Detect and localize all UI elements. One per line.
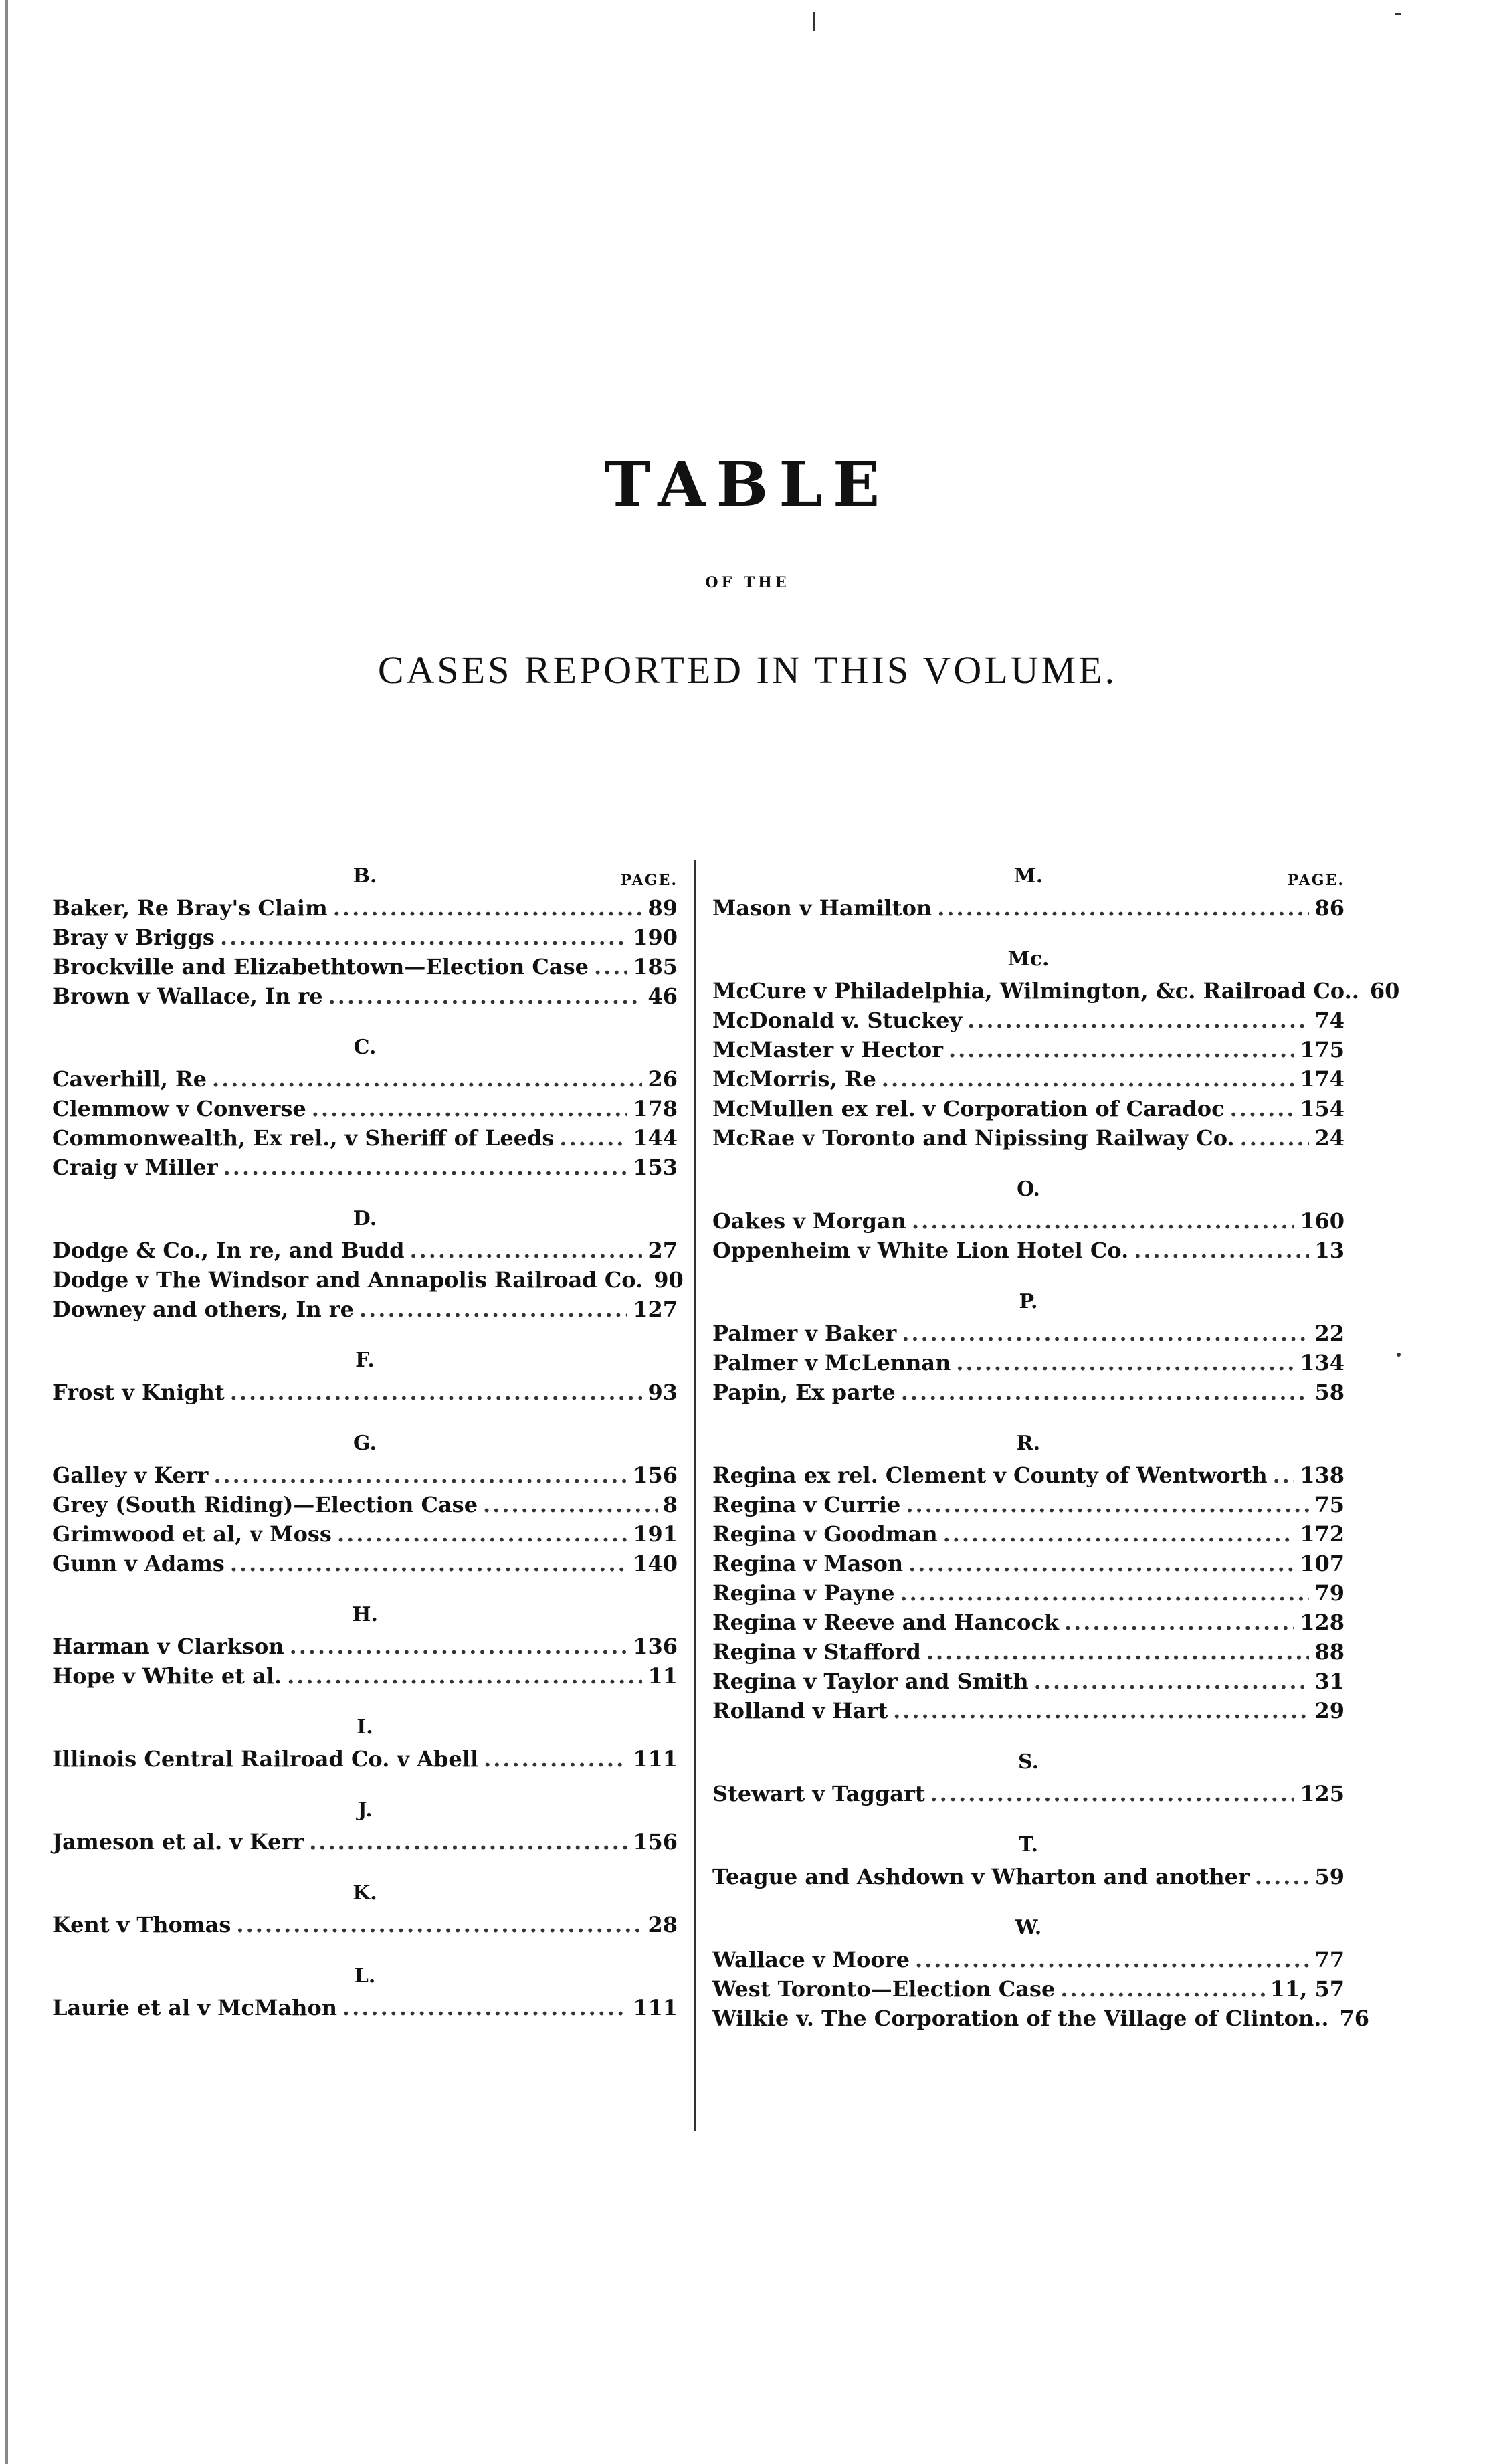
index-section — [52, 1794, 678, 1857]
index-section — [52, 1202, 684, 1324]
case-name: Grey (South Riding)—Election Case — [52, 1492, 478, 1517]
case-name: Regina v Currie — [712, 1492, 901, 1517]
case-name: Brown v Wallace, In re — [52, 983, 323, 1009]
page-number: 90 — [654, 1267, 684, 1293]
case-entry — [712, 1519, 1344, 1549]
case-name: Bray v Briggs — [52, 925, 215, 950]
case-name: Palmer v Baker — [712, 1321, 897, 1346]
leader-dots — [594, 952, 627, 981]
leader-dots — [956, 1348, 1294, 1378]
section-letter: F. — [355, 1349, 375, 1372]
case-entry — [52, 1519, 678, 1549]
case-name: Regina v Mason — [712, 1551, 904, 1576]
index-section — [52, 1711, 678, 1774]
leader-dots — [943, 1519, 1295, 1549]
index-section — [712, 1911, 1370, 2033]
case-name: McRae v Toronto and Nipissing Railway Co. — [712, 1125, 1235, 1151]
page-number: 140 — [633, 1551, 678, 1576]
case-name: Wilkie v. The Corporation of the Village of Clinton.. — [712, 2006, 1329, 2031]
page-number: 75 — [1314, 1492, 1344, 1517]
leader-dots — [967, 1006, 1309, 1035]
page-number: 191 — [633, 1521, 678, 1547]
case-entry — [712, 1667, 1344, 1696]
case-entry — [712, 2004, 1370, 2033]
section-letter: O. — [1017, 1177, 1040, 1201]
case-entry — [52, 1632, 678, 1661]
case-name: Dodge v The Windsor and Annapolis Railroad Co. — [52, 1267, 643, 1293]
leader-dots — [1230, 1094, 1295, 1123]
section-letter: P. — [1019, 1290, 1038, 1313]
page-number: 59 — [1314, 1864, 1344, 1889]
leader-dots — [902, 1319, 1309, 1348]
leader-dots — [287, 1661, 642, 1691]
case-entry — [52, 1094, 678, 1123]
section-letter: B. — [353, 864, 377, 888]
case-entry — [712, 1319, 1344, 1348]
case-name: Laurie et al v McMahon — [52, 1995, 337, 2020]
case-name: Stewart v Taggart — [712, 1781, 925, 1806]
case-name: McCure v Philadelphia, Wilmington, &c. Railroad Co.. — [712, 978, 1359, 1004]
case-name: Gunn v Adams — [52, 1551, 225, 1576]
index-section — [52, 1427, 678, 1578]
page-number: 77 — [1314, 1947, 1344, 1972]
page-edge — [5, 0, 8, 2464]
left-column-header — [52, 860, 678, 890]
page-number: 128 — [1300, 1610, 1344, 1635]
case-name: Downey and others, In re — [52, 1297, 355, 1322]
section-letter: H. — [352, 1603, 378, 1626]
case-entry — [712, 1378, 1344, 1407]
leader-dots — [900, 1578, 1310, 1608]
leader-dots — [915, 1945, 1309, 1974]
leader-dots — [359, 1295, 627, 1324]
case-entry — [52, 1295, 678, 1324]
section-letter: K. — [353, 1881, 377, 1905]
case-entry — [712, 1094, 1344, 1123]
page-number: 107 — [1300, 1551, 1344, 1576]
case-entry — [712, 1578, 1344, 1608]
case-entry — [712, 1123, 1344, 1153]
page-column-label: PAGE. — [1287, 872, 1344, 889]
page-number: 154 — [1300, 1096, 1344, 1121]
leader-dots — [1034, 1667, 1310, 1696]
section-letter: Mc. — [1007, 947, 1050, 971]
leader-dots — [1240, 1123, 1310, 1153]
page-number: 24 — [1314, 1125, 1344, 1151]
leader-dots — [1255, 1862, 1310, 1891]
leader-dots — [882, 1064, 1294, 1094]
page-number: 76 — [1339, 2006, 1370, 2031]
case-name: Illinois Central Railroad Co. v Abell — [52, 1746, 479, 1772]
case-entry — [712, 1945, 1344, 1974]
case-name: Craig v Miller — [52, 1155, 218, 1180]
leader-dots — [1064, 1608, 1294, 1637]
case-name: Caverhill, Re — [52, 1066, 207, 1092]
leader-dots — [930, 1779, 1295, 1808]
page-number: 74 — [1314, 1008, 1344, 1033]
section-letter: J. — [357, 1798, 373, 1822]
page-number: 46 — [647, 983, 678, 1009]
case-name: Jameson et al. v Kerr — [52, 1829, 304, 1855]
case-entry — [52, 1460, 678, 1490]
leader-dots — [220, 923, 627, 952]
case-entry — [712, 1490, 1344, 1519]
case-name: Dodge & Co., In re, and Budd — [52, 1238, 405, 1263]
section-letter: W. — [1015, 1916, 1042, 1939]
leader-dots — [223, 1153, 628, 1182]
page-number: 8 — [662, 1492, 678, 1517]
page-number: 174 — [1300, 1066, 1344, 1092]
case-name: Mason v Hamilton — [712, 895, 932, 921]
page-number: 175 — [1300, 1037, 1344, 1062]
section-letter: L. — [354, 1964, 376, 1988]
page-number: 60 — [1369, 978, 1400, 1004]
case-name: Grimwood et al, v Moss — [52, 1521, 332, 1547]
index-section — [52, 1960, 678, 2022]
page-number: 136 — [633, 1634, 678, 1659]
case-name: Kent v Thomas — [52, 1912, 231, 1937]
page-number: 127 — [633, 1297, 678, 1322]
page-number: 31 — [1314, 1669, 1344, 1694]
scan-mark — [1395, 13, 1401, 15]
case-entry — [52, 1744, 678, 1774]
leader-dots — [949, 1035, 1294, 1064]
case-entry — [52, 1265, 684, 1295]
leader-dots — [484, 1744, 627, 1774]
case-name: Wallace v Moore — [712, 1947, 910, 1972]
leader-dots — [912, 1206, 1294, 1236]
page-column-label: PAGE. — [620, 872, 678, 889]
case-entry — [712, 1696, 1344, 1725]
leader-dots — [1134, 1236, 1309, 1265]
case-name: Baker, Re Bray's Claim — [52, 895, 328, 921]
leader-dots — [908, 1549, 1294, 1578]
page-number: 93 — [647, 1380, 678, 1405]
page-number: 160 — [1300, 1208, 1344, 1234]
page-number: 134 — [1300, 1350, 1344, 1376]
page-number: 153 — [633, 1155, 678, 1180]
page-number: 79 — [1314, 1580, 1344, 1606]
case-entry — [712, 893, 1344, 923]
leader-dots — [937, 893, 1309, 923]
case-entry — [712, 1974, 1344, 2004]
case-name: Regina v Reeve and Hancock — [712, 1610, 1059, 1635]
page-number: 58 — [1314, 1380, 1344, 1405]
page-number: 111 — [633, 1746, 678, 1772]
section-letter: S. — [1017, 1750, 1039, 1774]
page-number: 28 — [647, 1912, 678, 1937]
case-entry — [52, 1993, 678, 2022]
case-name: Frost v Knight — [52, 1380, 225, 1405]
case-name: Brockville and Elizabethtown—Election Case — [52, 954, 589, 979]
leader-dots — [290, 1632, 628, 1661]
section-letter: G. — [353, 1432, 377, 1455]
case-name: Harman v Clarkson — [52, 1634, 284, 1659]
section-letter: R. — [1016, 1432, 1041, 1455]
case-entry — [52, 1064, 678, 1094]
scan-mark — [813, 12, 815, 31]
leader-dots — [328, 981, 643, 1011]
case-entry — [52, 1549, 678, 1578]
case-entry — [712, 1549, 1344, 1578]
case-entry — [712, 1236, 1344, 1265]
leader-dots — [312, 1094, 627, 1123]
case-entry — [712, 1006, 1344, 1035]
scan-mark — [1397, 1353, 1401, 1357]
case-entry — [52, 1153, 678, 1182]
leader-dots — [333, 893, 643, 923]
page-number: 156 — [633, 1462, 678, 1488]
section-letter: D. — [353, 1207, 377, 1230]
page-number: 138 — [1300, 1462, 1344, 1488]
leader-dots — [1273, 1460, 1295, 1490]
leader-dots — [1060, 1974, 1264, 2004]
index-section — [712, 1745, 1344, 1808]
page-number: 190 — [633, 925, 678, 950]
case-name: Regina v Taylor and Smith — [712, 1669, 1029, 1694]
case-entry — [712, 1064, 1344, 1094]
index-section — [712, 1427, 1344, 1725]
leader-dots — [410, 1236, 643, 1265]
case-name: Rolland v Hart — [712, 1698, 888, 1723]
section-letter: T. — [1019, 1833, 1038, 1857]
leader-dots — [559, 1123, 627, 1153]
section-letter: I. — [357, 1715, 373, 1739]
case-name: Galley v Kerr — [52, 1462, 209, 1488]
case-name: Clemmow v Converse — [52, 1096, 306, 1121]
page-number: 27 — [647, 1238, 678, 1263]
index-section — [52, 1877, 678, 1939]
case-entry — [712, 1637, 1344, 1667]
case-entry — [52, 1661, 678, 1691]
case-entry — [712, 1779, 1344, 1808]
case-name: Palmer v McLennan — [712, 1350, 951, 1376]
case-name: Commonwealth, Ex rel., v Sheriff of Leeds — [52, 1125, 555, 1151]
leader-dots — [230, 1549, 627, 1578]
page-number: 29 — [1314, 1698, 1344, 1723]
page-number: 11 — [647, 1663, 678, 1689]
case-name: Hope v White et al. — [52, 1663, 282, 1689]
title-connector: OF THE — [705, 574, 790, 591]
section-letter: C. — [353, 1036, 377, 1059]
case-name: McMaster v Hector — [712, 1037, 944, 1062]
case-entry — [52, 1910, 678, 1939]
page-number: 156 — [633, 1829, 678, 1855]
page-title: TABLE — [604, 448, 891, 520]
page-number: 172 — [1300, 1521, 1344, 1547]
section-letter: M. — [1013, 864, 1043, 888]
leader-dots — [483, 1490, 658, 1519]
index-section — [712, 1285, 1344, 1407]
case-name: Regina v Stafford — [712, 1639, 921, 1665]
page-number: 11, 57 — [1270, 1976, 1344, 2002]
column-divider — [694, 860, 696, 2131]
page-number: 144 — [633, 1125, 678, 1151]
case-name: Regina ex rel. Clement v County of Wentworth — [712, 1462, 1268, 1488]
case-entry — [712, 1348, 1344, 1378]
leader-dots — [893, 1696, 1309, 1725]
page-number: 26 — [647, 1066, 678, 1092]
case-entry — [712, 1862, 1344, 1891]
page-number: 185 — [633, 954, 678, 979]
case-name: McMullen ex rel. v Corporation of Caradoc — [712, 1096, 1225, 1121]
page-number: 89 — [647, 895, 678, 921]
case-entry — [52, 1378, 678, 1407]
leader-dots — [213, 1460, 627, 1490]
page-number: 22 — [1314, 1321, 1344, 1346]
case-entry — [52, 923, 678, 952]
page-number: 178 — [633, 1096, 678, 1121]
leader-dots — [337, 1519, 627, 1549]
leader-dots — [212, 1064, 642, 1094]
page-number: 13 — [1314, 1238, 1344, 1263]
case-name: Oppenheim v White Lion Hotel Co. — [712, 1238, 1129, 1263]
leader-dots — [230, 1378, 643, 1407]
case-entry — [52, 1490, 678, 1519]
index-section — [52, 1344, 678, 1407]
case-entry — [52, 981, 678, 1011]
case-entry — [712, 1206, 1344, 1236]
page-number: 86 — [1314, 895, 1344, 921]
case-entry — [52, 1236, 678, 1265]
left-column — [52, 860, 684, 2043]
page-subtitle: CASES REPORTED IN THIS VOLUME. — [377, 648, 1118, 692]
page-number: 111 — [633, 1995, 678, 2020]
leader-dots — [342, 1993, 627, 2022]
case-entry — [52, 1827, 678, 1857]
case-entry — [712, 1035, 1344, 1064]
right-column-header — [712, 860, 1344, 890]
case-name: McMorris, Re — [712, 1066, 876, 1092]
case-entry — [712, 1608, 1344, 1637]
case-entry — [52, 952, 678, 981]
case-name: Oakes v Morgan — [712, 1208, 907, 1234]
case-entry — [712, 1460, 1344, 1490]
leader-dots — [309, 1827, 627, 1857]
index-section — [712, 1828, 1344, 1891]
leader-dots — [926, 1637, 1310, 1667]
case-entry — [52, 893, 678, 923]
index-section — [52, 1598, 678, 1691]
index-section — [712, 1173, 1344, 1265]
case-name: McDonald v. Stuckey — [712, 1008, 963, 1033]
leader-dots — [901, 1378, 1310, 1407]
index-section — [712, 943, 1400, 1153]
case-name: Teague and Ashdown v Wharton and another — [712, 1864, 1250, 1889]
case-name: West Toronto—Election Case — [712, 1976, 1056, 2002]
case-name: Regina v Payne — [712, 1580, 895, 1606]
page-number: 88 — [1314, 1639, 1344, 1665]
index-section — [52, 1031, 678, 1182]
case-name: Regina v Goodman — [712, 1521, 938, 1547]
case-entry — [712, 976, 1400, 1006]
page-number: 125 — [1300, 1781, 1344, 1806]
leader-dots — [236, 1910, 642, 1939]
case-entry — [52, 1123, 678, 1153]
leader-dots — [906, 1490, 1309, 1519]
case-name: Papin, Ex parte — [712, 1380, 896, 1405]
right-column — [712, 860, 1400, 2053]
